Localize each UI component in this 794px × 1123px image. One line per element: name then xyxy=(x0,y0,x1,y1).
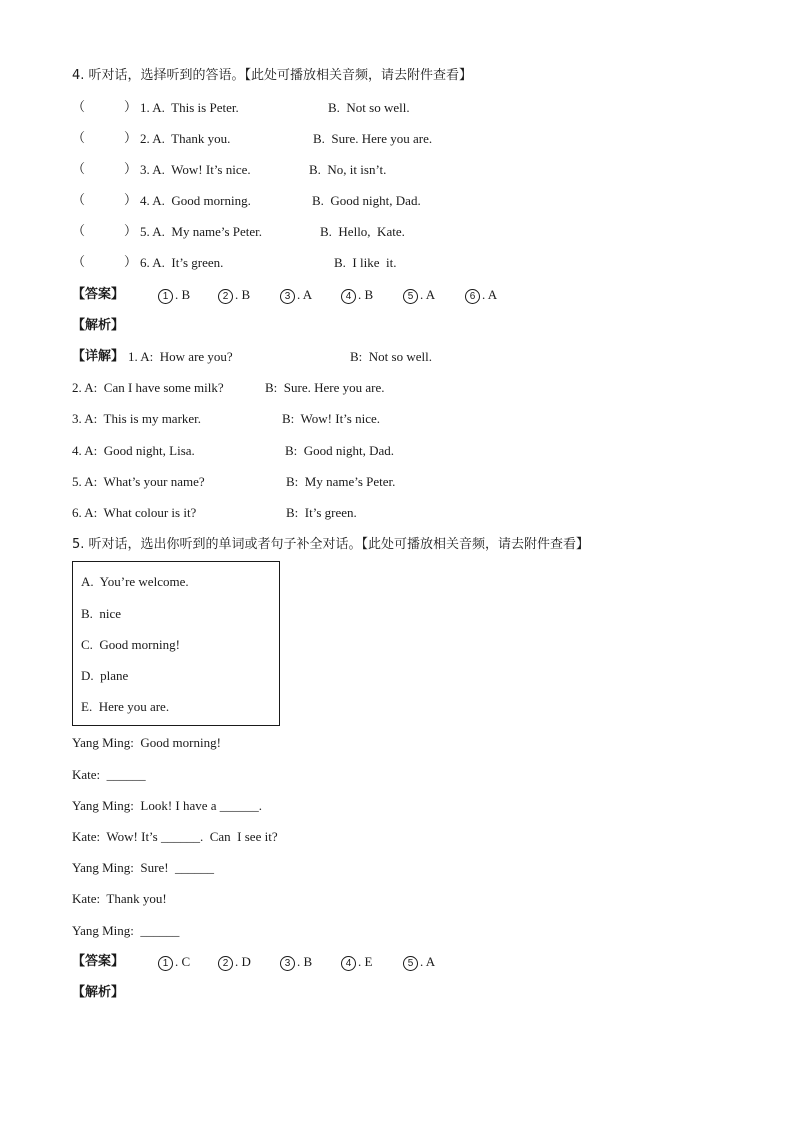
q5-option-c: C. Good morning! xyxy=(81,637,180,652)
q5-options-box xyxy=(72,561,280,726)
q4-answer-label: 【答案】 xyxy=(72,287,125,302)
circled-number-5: 5 xyxy=(403,289,418,304)
q4-item-6-a: 6. A. It’s green. xyxy=(140,255,224,270)
q5-dialogue-line-3: Yang Ming: Look! I have a ______. xyxy=(72,798,263,813)
q5-dialogue-line-6: Kate: Thank you! xyxy=(72,891,167,906)
circled-number-5: 5 xyxy=(403,956,418,971)
q4-item-1-b: B. Not so well. xyxy=(328,100,410,115)
q4-detail-6-a: 6. A: What colour is it? xyxy=(72,505,197,520)
q5-dialogue-line-4: Kate: Wow! It’s ______. Can I see it? xyxy=(72,829,278,844)
q5-analysis-label: 【解析】 xyxy=(72,985,125,1000)
q5-answer-4: 4 . E xyxy=(341,954,372,971)
q5-option-b: B. nice xyxy=(81,606,122,621)
q4-detail-1-b: B: Not so well. xyxy=(350,349,432,364)
q4-item-1-paren: （ ） xyxy=(72,100,138,115)
q5-answer-1: 1 . C xyxy=(158,954,190,971)
circled-number-4: 4 xyxy=(341,289,356,304)
q4-answer-6: 6 . A xyxy=(465,287,497,304)
q5-answer-label: 【答案】 xyxy=(72,954,125,969)
q4-detail-label: 【详解】 xyxy=(72,349,125,364)
q4-answer-3: 3 . A xyxy=(280,287,312,304)
q5-option-a: A. You’re welcome. xyxy=(81,574,189,589)
q4-detail-3-a: 3. A: This is my marker. xyxy=(72,411,202,426)
q4-detail-5-a: 5. A: What’s your name? xyxy=(72,474,205,489)
q4-detail-5-b: B: My name’s Peter. xyxy=(286,474,396,489)
q4-analysis-label: 【解析】 xyxy=(72,318,125,333)
q5-dialogue-line-5: Yang Ming: Sure! ______ xyxy=(72,860,215,875)
circled-number-3: 3 xyxy=(280,956,295,971)
circled-number-3: 3 xyxy=(280,289,295,304)
q4-item-5-paren: （ ） xyxy=(72,224,138,239)
q5-answer-3: 3 . B xyxy=(280,954,312,971)
q4-answer-4: 4 . B xyxy=(341,287,373,304)
q4-detail-3-b: B: Wow! It’s nice. xyxy=(282,411,381,426)
q4-item-2-b: B. Sure. Here you are. xyxy=(313,131,433,146)
q5-option-e: E. Here you are. xyxy=(81,699,170,714)
circled-number-1: 1 xyxy=(158,289,173,304)
q5-answer-2: 2 . D xyxy=(218,954,251,971)
circled-number-2: 2 xyxy=(218,956,233,971)
q5-title: 5. 听对话，选出你听到的单词或者句子补全对话。【此处可播放相关音频，请去附件查看】 xyxy=(72,537,590,552)
q4-answer-2: 2 . B xyxy=(218,287,250,304)
q4-detail-4-a: 4. A: Good night, Lisa. xyxy=(72,443,195,458)
q5-dialogue-line-7: Yang Ming: ______ xyxy=(72,923,180,938)
q5-answer-5: 5 . A xyxy=(403,954,435,971)
q4-detail-2-a: 2. A: Can I have some milk? xyxy=(72,380,224,395)
q4-item-5-b: B. Hello, Kate. xyxy=(320,224,405,239)
q4-item-3-paren: （ ） xyxy=(72,162,138,177)
q4-item-3-a: 3. A. Wow! It’s nice. xyxy=(140,162,251,177)
q4-answer-5: 5 . A xyxy=(403,287,435,304)
q5-dialogue-line-1: Yang Ming: Good morning! xyxy=(72,735,221,750)
q4-item-3-b: B. No, it isn’t. xyxy=(309,162,387,177)
q4-item-4-paren: （ ） xyxy=(72,193,138,208)
q4-answer-1: 1 . B xyxy=(158,287,190,304)
q4-item-4-a: 4. A. Good morning. xyxy=(140,193,251,208)
q4-item-1-a: 1. A. This is Peter. xyxy=(140,100,239,115)
q4-detail-1-a: 1. A: How are you? xyxy=(128,349,233,364)
q5-dialogue-line-2: Kate: ______ xyxy=(72,767,146,782)
q5-option-d: D. plane xyxy=(81,668,129,683)
q4-item-2-a: 2. A. Thank you. xyxy=(140,131,231,146)
q4-item-6-paren: （ ） xyxy=(72,255,138,270)
q4-title: 4. 听对话，选择听到的答语。【此处可播放相关音频，请去附件查看】 xyxy=(72,68,473,83)
q4-item-4-b: B. Good night, Dad. xyxy=(312,193,421,208)
q4-detail-4-b: B: Good night, Dad. xyxy=(285,443,395,458)
q4-detail-6-b: B: It’s green. xyxy=(286,505,357,520)
q4-item-2-paren: （ ） xyxy=(72,131,138,146)
q4-item-6-b: B. I like it. xyxy=(334,255,397,270)
q4-detail-2-b: B: Sure. Here you are. xyxy=(265,380,385,395)
q4-item-5-a: 5. A. My name’s Peter. xyxy=(140,224,263,239)
circled-number-1: 1 xyxy=(158,956,173,971)
circled-number-4: 4 xyxy=(341,956,356,971)
circled-number-6: 6 xyxy=(465,289,480,304)
circled-number-2: 2 xyxy=(218,289,233,304)
